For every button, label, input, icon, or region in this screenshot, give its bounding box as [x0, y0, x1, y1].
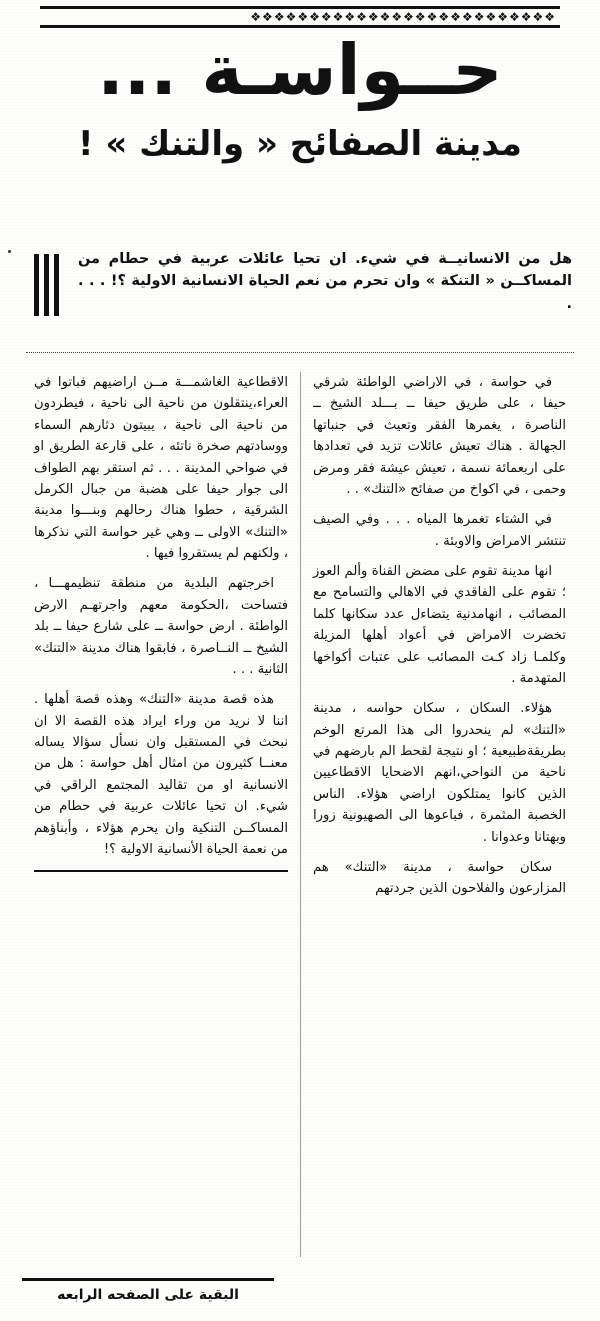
edge-mark — [8, 250, 11, 253]
masthead — [0, 29, 600, 164]
paragraph: انها مدينة تقوم على مضض القناة وألم العوز ؛ تقوم على الفاقدي في الاهالي والتسامح مع المصائب ، انهامدنية يتضاءل عدد سكانها كلما تخضرت الامراض في أعواد أهلها المزيلة وكلمـا زاد كـت المصائب على عتبات أكواخها المتهدمة . — [313, 564, 566, 686]
paragraph: الاقطاعية الغاشمـــة مــن اراضيهم فباتوا في العراء،ينتقلون من ناحية الى ناحية ، فيطردون من ناحية الى ناحية ، يبيتون دثارهم السماء ووسادتهم صخرة ناتئه ، على قارعة الطريق او في ضواحي المدينة . . . ثم استقر بهم الطواف الى جوار حيفا على هضبة من جبال الكرمل الشرقية ، حطوا هناك رحالهم وبنـــوا مدينة «التنك» الاولى ــ وهي غير حواسة التي نذكرها ، ولكنهم لم يستقروا فيها . — [34, 375, 288, 561]
deck-text: هل من الانسانيــة في شيء. ان تحيا عائلات عربية في حطام من المساكــن « التنكة » وان تحرم من نعم الحياة الانسانية الاولية ؟! . . . . — [78, 251, 572, 312]
top-ornamental-rule — [40, 6, 560, 28]
footer-rule — [22, 1278, 274, 1281]
article-body — [22, 372, 578, 1257]
ornament-glyphs-left: ❖❖❖❖❖❖❖❖❖❖❖❖❖❖❖❖❖❖❖❖❖❖❖❖❖❖ — [250, 10, 556, 24]
paragraph: هؤلاء. السكان ، سكان حواسه ، مدينة «التنك» لم ينحدروا الى هذا المرتع الوخم بطريقةطبيعية ؛ او نتيجة لقحط الم بارضهم في ناحية من النواحي،انهم الاضحايا الاقطاعيين الذين كانوا يمتلكون اراضي هؤلاء. الناس الخصبة المثمرة ، فباعوها الى الصهيونية زورا وبهتانا وعدوانا . — [313, 701, 566, 845]
paragraph: هذه قصة مدينة «التنك» وهذه قصة أهلها . اننا لا نريد من وراء ايراد هذه القصة الا ان نبحث في المستقبل وان نسأل سؤالا يساله معنــا كثيرون من امثال أهل حواسة : هل من الانسانية او من تقاليد المجتمع الراقي في شيء. ان تحيا عائلات عربية في حطام من المساكــن التنكية وان يحرم هؤلاء ، وأبناؤهم من نعمة الحياة الأنسانية الاولية ؟! — [34, 692, 288, 857]
column-left — [22, 372, 300, 1257]
paragraph: في الشتاء تغمرها المياه . . . وفي الصيف تنتشر الامراض والاوبئة . — [313, 512, 566, 549]
deck-divider — [26, 352, 574, 353]
column-right — [300, 372, 578, 1257]
article-main-title: حــواسـة ... — [97, 29, 503, 111]
paragraph: سكان حواسة ، مدينة «التنك» هم المزارعون والفلاحون الذين جردتهم — [313, 859, 566, 897]
continued-label: البقية على الصفحه الرابعه — [57, 1287, 239, 1303]
column-end-rule — [34, 870, 288, 872]
article-deck — [28, 248, 572, 316]
continued-footer — [22, 1278, 274, 1303]
paragraph: في حواسة ، في الاراضي الواطئة شرقي حيفا ، على طريق حيفا ــ بـــلد الشيخ ــ الناصرة ، يغمرها الفقر وتعيث في جنباتها الجهالة . هناك تعيش عائلات تزيد في تعدادها على اربعمائة نسمة ، تعيش عيشة فقر ومرض وحمى ، في اكواخ من صفائح «التنك» . . — [313, 375, 566, 497]
paragraph: اخرجتهم البلدية من منطقة تنظيمهـــا ، فتساحت ،الحكومة معهم واجرتهـم الارض الواطئة . ارض حواسة ــ على شارع حيفا ــ بلد الشيخ ــ النــاصرة ، فابقوا هناك مدينة «التنك» الثانية . . . — [34, 576, 288, 677]
article-subtitle: مدينة الصفائح « والتنك » ! — [78, 123, 522, 164]
decorative-bars-icon — [34, 254, 68, 316]
